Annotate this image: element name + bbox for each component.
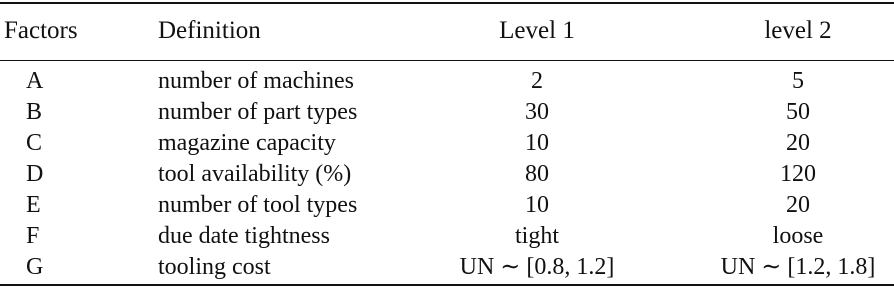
cell-definition: number of part types [158,99,358,125]
cell-level-1: 2 [531,68,543,94]
cell-level-2: 20 [786,130,810,156]
cell-definition: due date tightness [158,223,330,249]
cell-factor: B [26,99,43,125]
cell-level-1: UN ∼ [0.8, 1.2] [459,254,615,280]
cell-definition: number of machines [158,68,354,94]
cell-level-2: 5 [792,68,804,94]
cell-level-1: 10 [525,192,549,218]
cell-level-1: 30 [525,99,549,125]
table-body [0,66,894,283]
table-header-rule [0,60,894,61]
table-row [0,66,894,97]
cell-level-2: loose [772,223,824,249]
cell-factor: E [26,192,41,218]
header-level-1: Level 1 [499,17,575,44]
table-row [0,252,894,283]
table-row [0,190,894,221]
table-row [0,97,894,128]
cell-definition: number of tool types [158,192,358,218]
cell-level-1: tight [514,223,559,249]
cell-level-2: 50 [786,99,810,125]
table-row [0,221,894,252]
cell-definition: tooling cost [158,254,271,280]
cell-factor: A [26,68,44,94]
cell-level-2: UN ∼ [1.2, 1.8] [720,254,876,280]
table-row [0,128,894,159]
table-row [0,159,894,190]
table-top-rule [0,2,894,4]
table-bottom-rule [0,284,894,286]
table-header-row [0,14,894,48]
cell-definition: magazine capacity [158,130,336,156]
cell-factor: F [26,223,40,249]
cell-factor: D [26,161,44,187]
cell-factor: G [26,254,44,280]
cell-level-1: 80 [525,161,549,187]
cell-level-1: 10 [525,130,549,156]
cell-level-2: 120 [780,161,816,187]
cell-definition: tool availability (%) [158,161,352,187]
header-factors: Factors [4,17,78,44]
header-definition: Definition [158,17,261,44]
cell-factor: C [26,130,43,156]
cell-level-2: 20 [786,192,810,218]
header-level-2: level 2 [764,17,832,44]
